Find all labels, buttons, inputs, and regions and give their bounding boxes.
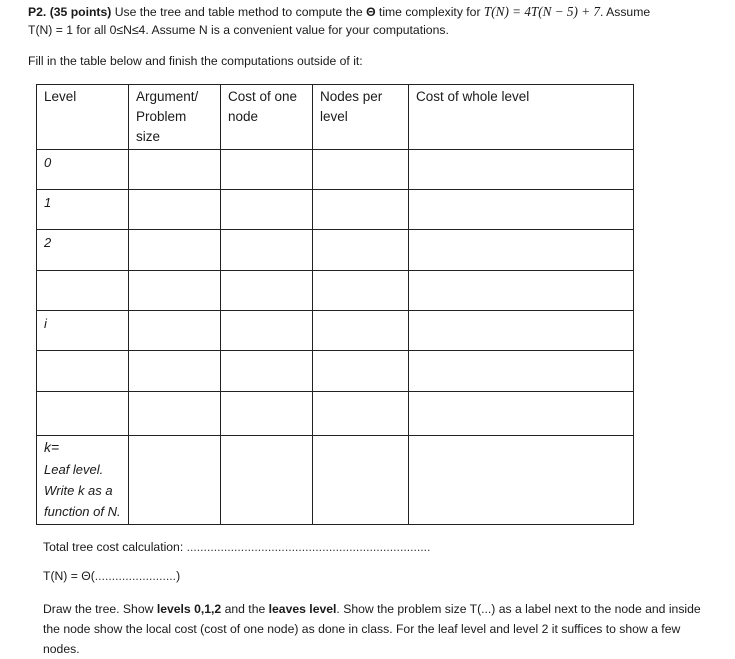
problem-number: P2. [28,5,47,19]
header-nodes-per-level: Nodes per level [313,85,409,150]
level-cost-cell[interactable] [409,190,634,230]
argument-cell[interactable] [129,271,221,311]
result-blank[interactable]: ........................ [94,569,177,583]
total-cost-line [43,538,430,557]
header-cost-whole-level: Cost of whole level [409,85,634,150]
theta-symbol: Θ [366,5,376,19]
argument-cell[interactable] [129,311,221,351]
header-argument: Argument/ Problem size [129,85,221,150]
draw-line-2: the node show the local cost (cost of one node) as done in class. For the leaf level and level 2 it suffices to show a few [43,622,681,636]
total-cost-label: Total tree cost calculation: [43,540,187,554]
table-row [37,311,634,351]
leaf-k-label: k= [44,439,60,455]
header-cost-one-node: Cost of one node [221,85,313,150]
nodes-cell[interactable] [313,150,409,190]
level-cell [37,392,129,436]
header-row [37,85,634,150]
draw-line-1: Draw the tree. Show levels 0,1,2 and the leaves level. Show the problem size T(...) as a label next to the node and inside [43,602,701,616]
cost-cell[interactable] [221,230,313,271]
result-line [43,567,180,586]
problem-text-c: . Assume [600,5,651,19]
leaf-row [37,436,634,525]
table-row [37,190,634,230]
level-cost-cell[interactable] [409,271,634,311]
result-prefix: T(N) = Θ( [43,569,95,583]
cost-cell[interactable] [221,150,313,190]
problem-points: (35 points) [49,5,112,19]
problem-text-b: time complexity for [375,5,484,19]
level-cell: i [37,311,129,351]
table-row [37,230,634,271]
result-suffix: ) [176,569,181,583]
levels-table [36,84,634,525]
draw-line-3: nodes. [43,642,80,656]
nodes-cell[interactable] [313,230,409,271]
table-row [37,351,634,392]
nodes-cell[interactable] [313,311,409,351]
draw-bold-leaves: leaves level [268,602,337,616]
problem-text-a: Use the tree and table method to compute the [111,5,367,19]
level-cost-cell[interactable] [409,351,634,392]
nodes-cell[interactable] [313,436,409,525]
level-cost-cell[interactable] [409,392,634,436]
argument-cell[interactable] [129,436,221,525]
cost-cell[interactable] [221,436,313,525]
cost-cell[interactable] [221,392,313,436]
level-cell [37,351,129,392]
cost-cell[interactable] [221,351,313,392]
nodes-cell[interactable] [313,392,409,436]
table-row [37,150,634,190]
problem-line-2: T(N) = 1 for all 0≤N≤4. Assume N is a convenient value for your computations. [28,23,449,37]
argument-cell[interactable] [129,230,221,271]
argument-cell[interactable] [129,190,221,230]
level-cost-cell[interactable] [409,436,634,525]
header-level: Level [37,85,129,150]
table-row [37,392,634,436]
level-cost-cell[interactable] [409,230,634,271]
level-cost-cell[interactable] [409,150,634,190]
nodes-cell[interactable] [313,271,409,311]
level-cell: 1 [37,190,129,230]
cost-cell[interactable] [221,190,313,230]
cost-cell[interactable] [221,271,313,311]
recurrence: T(N) = 4T(N − 5) + 7 [483,4,601,19]
argument-cell[interactable] [129,150,221,190]
problem-line-1 [28,2,650,22]
level-cell: 2 [37,230,129,271]
draw-bold-levels: levels 0,1,2 [156,602,222,616]
nodes-cell[interactable] [313,351,409,392]
argument-cell[interactable] [129,392,221,436]
table-row [37,271,634,311]
nodes-cell[interactable] [313,190,409,230]
leaf-level-cell: k= Leaf level. Write k as a function of N. [37,436,129,525]
level-cell: 0 [37,150,129,190]
level-cell [37,271,129,311]
argument-cell[interactable] [129,351,221,392]
level-cost-cell[interactable] [409,311,634,351]
cost-cell[interactable] [221,311,313,351]
total-cost-blank[interactable]: ........................................................................ [186,540,431,554]
instruction: Fill in the table below and finish the computations outside of it: [28,54,363,68]
